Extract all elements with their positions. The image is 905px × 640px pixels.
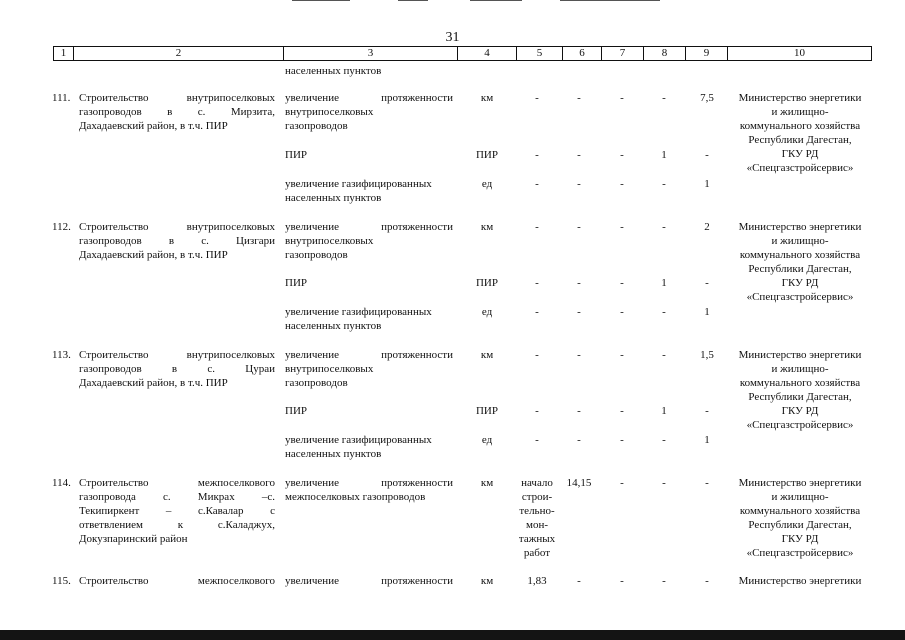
value-cell: - xyxy=(577,277,581,289)
responsible-line: и жилищно- xyxy=(771,491,829,503)
responsible-line: коммунального хозяйства xyxy=(739,120,861,132)
indicator-line: ПИР xyxy=(285,405,308,417)
unit-cell: км xyxy=(480,221,494,233)
value-cell: - xyxy=(662,575,666,587)
value-cell: - xyxy=(577,434,581,446)
value-cell-line: работ xyxy=(523,547,551,559)
project-title-line: Строительство межпоселкового xyxy=(79,477,275,489)
value-cell: - xyxy=(662,306,666,318)
carry-over-text: населенных пунктов xyxy=(285,65,382,77)
responsible-line: и жилищно- xyxy=(771,235,829,247)
project-title-line: Строительство внутрипоселковых xyxy=(79,92,275,104)
value-cell: - xyxy=(620,277,624,289)
column-number: 5 xyxy=(517,46,563,61)
indicator-line: увеличение протяженности xyxy=(285,92,453,104)
value-cell-line: мон- xyxy=(525,519,548,531)
value-cell: - xyxy=(535,349,539,361)
value-cell: 1 xyxy=(661,405,667,417)
value-cell: - xyxy=(577,575,581,587)
row-number: 115. xyxy=(52,575,71,587)
top-rule xyxy=(398,0,428,1)
value-cell: - xyxy=(535,149,539,161)
value-cell: - xyxy=(705,575,709,587)
value-cell: - xyxy=(620,477,624,489)
value-cell-line: тельно- xyxy=(519,505,555,517)
indicator-line: газопроводов xyxy=(285,249,348,261)
unit-cell: км xyxy=(480,92,494,104)
responsible-line: Министерство энергетики xyxy=(738,477,862,489)
column-number: 1 xyxy=(53,46,74,61)
unit-cell: км xyxy=(480,477,494,489)
unit-cell: ед xyxy=(481,178,493,190)
value-cell: - xyxy=(577,349,581,361)
value-cell: - xyxy=(662,349,666,361)
indicator-line: внутрипоселковых xyxy=(285,235,374,247)
value-cell-line: строи- xyxy=(521,491,553,503)
responsible-line: ГКУ РД xyxy=(781,148,819,160)
project-title-line: Строительство внутрипоселковых xyxy=(79,221,275,233)
value-cell: - xyxy=(620,149,624,161)
responsible-line: «Спецгазстройсервис» xyxy=(746,291,854,303)
responsible-line: Министерство энергетики xyxy=(738,221,862,233)
top-rule xyxy=(292,0,350,1)
responsible-line: Республики Дагестан, xyxy=(748,391,852,403)
value-cell: - xyxy=(535,178,539,190)
project-title-line: Строительство межпоселкового xyxy=(79,575,275,587)
value-cell: - xyxy=(662,178,666,190)
column-number: 2 xyxy=(74,46,284,61)
indicator-line: межпоселковых газопроводов xyxy=(285,491,426,503)
value-cell: - xyxy=(705,477,709,489)
value-cell: - xyxy=(620,434,624,446)
project-title-line: Дахадаевский район, в т.ч. ПИР xyxy=(79,249,228,261)
value-cell: - xyxy=(577,221,581,233)
value-cell: 2 xyxy=(704,221,710,233)
value-cell: - xyxy=(705,277,709,289)
responsible-line: ГКУ РД xyxy=(781,533,819,545)
value-cell: - xyxy=(535,405,539,417)
value-cell: - xyxy=(577,306,581,318)
unit-cell: ед xyxy=(481,306,493,318)
responsible-line: «Спецгазстройсервис» xyxy=(746,547,854,559)
project-title-line: ответвлением к с.Каладжух, xyxy=(79,519,275,531)
column-number: 6 xyxy=(563,46,602,61)
value-cell: - xyxy=(535,306,539,318)
project-title-line: Строительство внутрипоселковых xyxy=(79,349,275,361)
value-cell: - xyxy=(535,221,539,233)
unit-cell: км xyxy=(480,575,494,587)
responsible-line: Министерство энергетики xyxy=(738,575,862,587)
indicator-line: населенных пунктов xyxy=(285,448,382,460)
value-cell: - xyxy=(662,221,666,233)
responsible-line: и жилищно- xyxy=(771,363,829,375)
column-number: 8 xyxy=(644,46,686,61)
value-cell: 7,5 xyxy=(700,92,714,104)
indicator-line: увеличение газифицированных xyxy=(285,434,432,446)
responsible-line: и жилищно- xyxy=(771,106,829,118)
value-cell: 1 xyxy=(704,434,710,446)
indicator-line: ПИР xyxy=(285,149,308,161)
responsible-line: Республики Дагестан, xyxy=(748,134,852,146)
value-cell: - xyxy=(620,349,624,361)
indicator-line: населенных пунктов xyxy=(285,192,382,204)
column-number: 7 xyxy=(602,46,644,61)
column-number-row xyxy=(53,46,872,61)
indicator-line: увеличение протяженности xyxy=(285,221,453,233)
indicator-line: внутрипоселковых xyxy=(285,363,374,375)
value-cell: - xyxy=(620,405,624,417)
project-title-line: Докузпаринский район xyxy=(79,533,188,545)
project-title-line: газопроводов в с. Цизгари xyxy=(79,235,275,247)
responsible-line: коммунального хозяйства xyxy=(739,377,861,389)
indicator-line: газопроводов xyxy=(285,120,348,132)
unit-cell: ПИР xyxy=(475,405,498,417)
indicator-line: населенных пунктов xyxy=(285,320,382,332)
top-rule xyxy=(560,0,660,1)
indicator-line: увеличение протяженности xyxy=(285,575,453,587)
value-cell: - xyxy=(535,434,539,446)
value-cell: 1 xyxy=(661,149,667,161)
indicator-line: ПИР xyxy=(285,277,308,289)
column-number: 9 xyxy=(686,46,728,61)
responsible-line: коммунального хозяйства xyxy=(739,505,861,517)
indicator-line: увеличение протяженности xyxy=(285,477,453,489)
value-cell: - xyxy=(662,477,666,489)
unit-cell: ПИР xyxy=(475,277,498,289)
value-cell: - xyxy=(577,149,581,161)
responsible-line: «Спецгазстройсервис» xyxy=(746,162,854,174)
value-cell: - xyxy=(577,178,581,190)
value-cell: - xyxy=(535,92,539,104)
value-cell-line: начало xyxy=(521,477,553,489)
row-number: 111. xyxy=(52,92,71,104)
indicator-line: увеличение газифицированных xyxy=(285,178,432,190)
value-cell: 1 xyxy=(704,178,710,190)
project-title-line: газопроводов в с. Мирзита, xyxy=(79,106,275,118)
value-cell: - xyxy=(535,277,539,289)
value-cell: - xyxy=(705,149,709,161)
responsible-line: «Спецгазстройсервис» xyxy=(746,419,854,431)
unit-cell: ПИР xyxy=(475,149,498,161)
row-number: 114. xyxy=(52,477,71,489)
responsible-line: коммунального хозяйства xyxy=(739,249,861,261)
value-cell: - xyxy=(705,405,709,417)
value-cell: - xyxy=(577,92,581,104)
project-title-line: Дахадаевский район, в т.ч. ПИР xyxy=(79,120,228,132)
value-cell: 1 xyxy=(704,306,710,318)
value-cell: 1,83 xyxy=(527,575,547,587)
row-number: 113. xyxy=(52,349,71,361)
responsible-line: ГКУ РД xyxy=(781,405,819,417)
row-number: 112. xyxy=(52,221,71,233)
column-number: 3 xyxy=(284,46,458,61)
value-cell: 1,5 xyxy=(700,349,714,361)
scan-edge-bar xyxy=(0,630,905,640)
column-number: 4 xyxy=(458,46,517,61)
value-cell: - xyxy=(620,221,624,233)
indicator-line: увеличение газифицированных xyxy=(285,306,432,318)
responsible-line: Министерство энергетики xyxy=(738,92,862,104)
unit-cell: км xyxy=(480,349,494,361)
project-title-line: газопроводов в с. Цураи xyxy=(79,363,275,375)
value-cell: - xyxy=(620,178,624,190)
value-cell: - xyxy=(620,306,624,318)
project-title-line: Текипиркент – с.Кавалар с xyxy=(79,505,275,517)
project-title-line: газопровода с. Микрах –с. xyxy=(79,491,275,503)
unit-cell: ед xyxy=(481,434,493,446)
column-number: 10 xyxy=(728,46,872,61)
indicator-line: газопроводов xyxy=(285,377,348,389)
responsible-line: Министерство энергетики xyxy=(738,349,862,361)
value-cell: 14,15 xyxy=(566,477,592,489)
indicator-line: внутрипоселковых xyxy=(285,106,374,118)
responsible-line: Республики Дагестан, xyxy=(748,519,852,531)
project-title-line: Дахадаевский район, в т.ч. ПИР xyxy=(79,377,228,389)
value-cell: 1 xyxy=(661,277,667,289)
value-cell: - xyxy=(662,92,666,104)
responsible-line: Республики Дагестан, xyxy=(748,263,852,275)
value-cell-line: тажных xyxy=(518,533,556,545)
responsible-line: ГКУ РД xyxy=(781,277,819,289)
value-cell: - xyxy=(620,575,624,587)
value-cell: - xyxy=(620,92,624,104)
indicator-line: увеличение протяженности xyxy=(285,349,453,361)
page-number: 31 xyxy=(445,30,460,45)
value-cell: - xyxy=(662,434,666,446)
top-rule xyxy=(470,0,522,1)
value-cell: - xyxy=(577,405,581,417)
